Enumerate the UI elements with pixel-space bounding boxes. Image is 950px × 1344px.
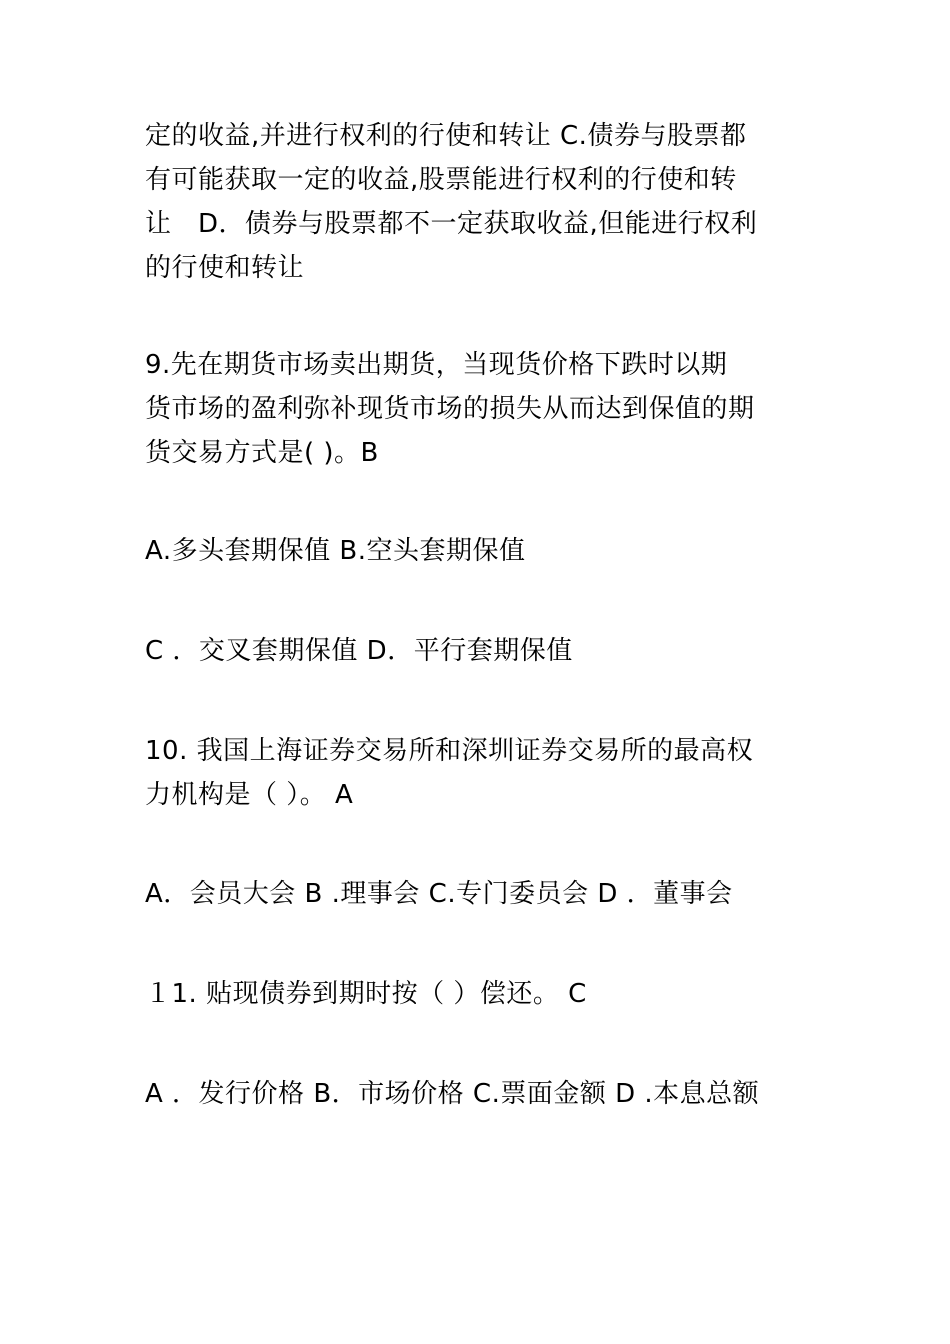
text-line: A ．发行价格 B．市场价格 C.票面金额 D .本息总额 bbox=[145, 1079, 760, 1109]
text-line: 力机构是（ ）。 A bbox=[145, 780, 354, 810]
question-11 bbox=[145, 972, 810, 1016]
text-line: A.多头套期保值 B.空头套期保值 bbox=[145, 536, 526, 566]
text-line: 有可能获取一定的收益,股票能进行权利的行使和转 bbox=[145, 165, 737, 195]
question-9 bbox=[145, 343, 810, 475]
text-line: 10. 我国上海证券交易所和深圳证券交易所的最高权 bbox=[145, 736, 754, 766]
text-line: 定的收益,并进行权利的行使和转让 C.债券与股票都 bbox=[145, 121, 747, 151]
text-line: 让 D．债券与股票都不一定获取收益,但能进行权利 bbox=[145, 209, 758, 239]
question-9-options-cd bbox=[145, 629, 810, 673]
text-line: 的行使和转让 bbox=[145, 253, 305, 283]
question-10-options bbox=[145, 872, 810, 916]
text-line: 货交易方式是( )。B bbox=[145, 438, 379, 468]
paragraph-option-c-d bbox=[145, 114, 810, 290]
text-line: C ．交叉套期保值 D．平行套期保值 bbox=[145, 636, 573, 666]
text-line: A．会员大会 B .理事会 C.专门委员会 D ．董事会 bbox=[145, 879, 733, 909]
text-line: 9.先在期货市场卖出期货，当现货价格下跌时以期 bbox=[145, 350, 728, 380]
text-line: １1. 贴现债券到期时按（ ）偿还。 C bbox=[145, 979, 587, 1009]
question-11-options bbox=[145, 1072, 810, 1116]
question-10 bbox=[145, 729, 810, 817]
question-9-options-ab bbox=[145, 529, 810, 573]
text-line: 货市场的盈利弥补现货市场的损失从而达到保值的期 bbox=[145, 394, 755, 424]
